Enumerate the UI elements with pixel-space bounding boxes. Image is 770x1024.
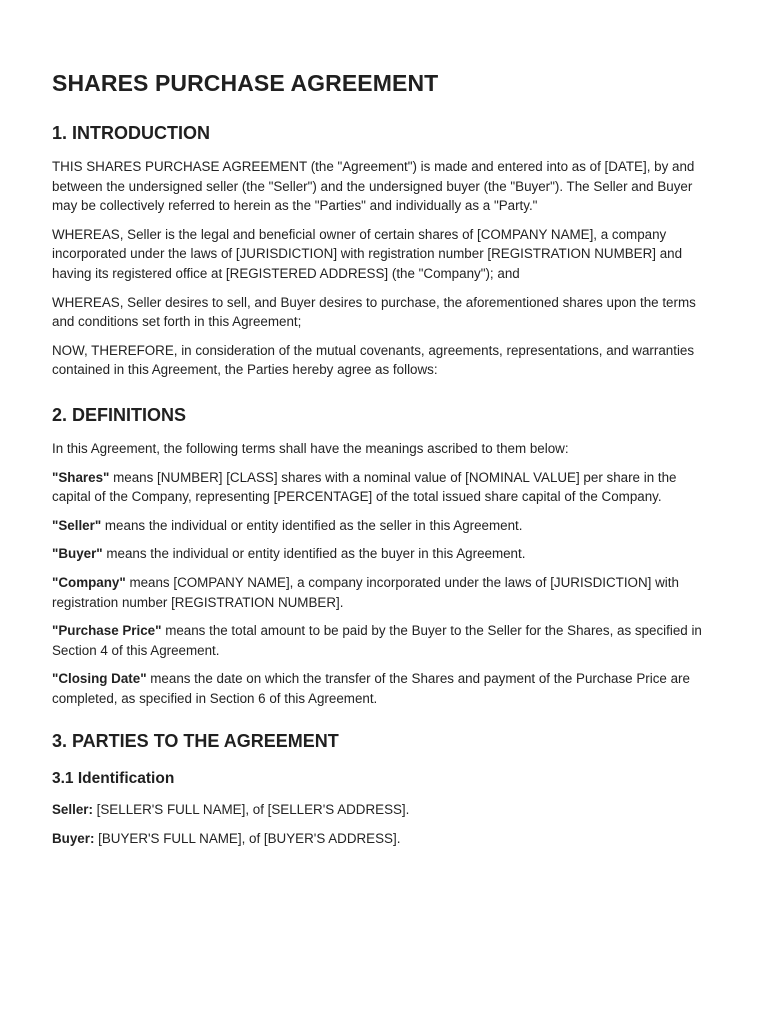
- identification-subheading: 3.1 Identification: [52, 770, 175, 788]
- party-label: Buyer:: [52, 831, 95, 847]
- definitions-intro: In this Agreement, the following terms shall have the meanings ascribed to them below:: [52, 440, 569, 456]
- introduction-heading: 1. INTRODUCTION: [52, 123, 211, 143]
- section-definitions: [52, 405, 712, 709]
- definitions-heading: 2. DEFINITIONS: [52, 404, 187, 425]
- definition-text: means [NUMBER] [CLASS] shares with a nominal value of [NOMINAL VALUE] per share in the capital of the Company, representing [PERCENTAGE] of the total issued share capital of the Company.: [52, 469, 677, 505]
- introduction-paragraph-3: WHEREAS, Seller desires to sell, and Buyer desires to purchase, the aforementioned shares upon the terms and conditions set forth in this Agreement;: [52, 294, 696, 330]
- definition-closing-date: [52, 669, 712, 708]
- definition-term: "Shares": [52, 469, 110, 485]
- introduction-paragraph-2: WHEREAS, Seller is the legal and beneficial owner of certain shares of [COMPANY NAME], a company incorporated under the laws of [JURISDICTION] with registration number [REGISTRATION NUMBER] and having its registered office at [REGISTERED ADDRESS] (the "Company"); and: [52, 226, 683, 281]
- definition-shares: [52, 468, 712, 507]
- definition-text: means the total amount to be paid by the Buyer to the Seller for the Shares, as specified in Section 4 of this Agreement.: [52, 623, 702, 658]
- definition-text: means [COMPANY NAME], a company incorporated under the laws of [JURISDICTION] with registration number [REGISTRATION NUMBER].: [52, 574, 679, 610]
- party-text: [BUYER'S FULL NAME], of [BUYER'S ADDRESS].: [94, 831, 401, 847]
- definition-term: "Company": [52, 574, 126, 590]
- section-introduction: [52, 123, 712, 380]
- definition-text: means the individual or entity identified as the seller in this Agreement.: [101, 517, 523, 533]
- definition-term: "Purchase Price": [52, 623, 162, 639]
- party-label: Seller:: [52, 802, 93, 818]
- parties-heading: 3. PARTIES TO THE AGREEMENT: [52, 731, 339, 752]
- definition-company: [52, 573, 712, 612]
- section-parties: [52, 731, 712, 848]
- definition-purchase-price: [52, 621, 712, 660]
- definition-term: "Closing Date": [52, 671, 147, 687]
- introduction-paragraph-1: THIS SHARES PURCHASE AGREEMENT (the "Agreement") is made and entered into as of [DATE], by and between the undersigned seller (the "Seller") and the undersigned buyer (the "Buyer"). The Seller and Buyer may be collectively referred to herein as the "Parties" and individually as a "Party.": [52, 159, 695, 214]
- definition-text: means the date on which the transfer of the Shares and payment of the Purchase Price are completed, as specified in Section 6 of this Agreement.: [52, 671, 690, 706]
- party-seller: [52, 800, 712, 820]
- definition-seller: [52, 516, 712, 536]
- definition-term: "Seller": [52, 517, 102, 533]
- definition-text: means the individual or entity identified as the buyer in this Agreement.: [102, 546, 526, 562]
- definition-term: "Buyer": [52, 546, 103, 562]
- definition-buyer: [52, 544, 712, 564]
- introduction-paragraph-4: NOW, THEREFORE, in consideration of the mutual covenants, agreements, representations, and warranties contained in this Agreement, the Parties hereby agree as follows:: [52, 342, 695, 378]
- party-text: [SELLER'S FULL NAME], of [SELLER'S ADDRESS].: [92, 802, 410, 818]
- party-buyer: [52, 829, 712, 849]
- document-page: [52, 70, 712, 875]
- document-title: SHARES PURCHASE AGREEMENT: [52, 70, 439, 96]
